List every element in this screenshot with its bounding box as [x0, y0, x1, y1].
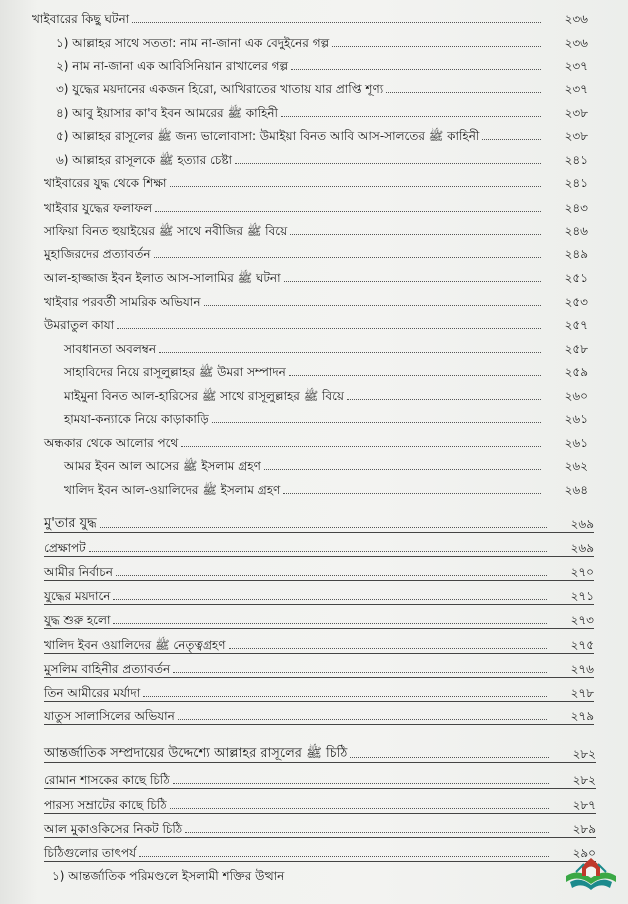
dot-leader — [204, 304, 542, 306]
toc-entry-title: খাইবারের যুদ্ধ থেকে শিক্ষা — [44, 176, 167, 190]
toc-entry-page-number: ২৩৮ — [564, 106, 588, 120]
toc-entry-title: মাইমুনা বিনত আল-হারিসের ﷺ সাথে রাসূলুল্লাহর ﷺ বিয়ে — [64, 389, 345, 403]
toc-entry — [64, 404, 588, 427]
toc-entry-page-number: ২৭০ — [570, 565, 594, 579]
toc-entry-page-number: ২৬৯ — [570, 517, 594, 531]
dot-leader — [291, 68, 541, 70]
toc-entry — [44, 765, 596, 788]
dot-leader — [212, 421, 541, 423]
toc-entry-page-number: ২৩৬ — [564, 36, 588, 50]
toc-entry-page-number: ২৭৬ — [570, 662, 594, 676]
dot-leader — [289, 374, 541, 376]
toc-entry-page-number: ২৮৭ — [572, 798, 596, 812]
dot-leader — [173, 782, 549, 784]
toc-entry-title: প্রেক্ষাপট — [44, 541, 86, 555]
toc-entry — [56, 121, 588, 144]
dot-leader — [170, 185, 541, 187]
toc-entry-title: ১) আন্তর্জাতিক পরিমণ্ডলে ইসলামী শক্তির উত্থান — [52, 869, 285, 883]
toc-entry-title: আমর ইবন আল আসের ﷺ ইসলাম গ্রহণ — [64, 459, 261, 473]
dot-leader — [113, 622, 547, 624]
toc-entry — [44, 654, 594, 677]
dot-leader — [332, 45, 541, 47]
dot-leader — [229, 647, 548, 649]
dot-leader — [154, 256, 541, 258]
dot-leader — [235, 162, 541, 164]
dot-leader — [155, 210, 541, 212]
toc-entry-title: খালিদ ইবন ওয়ালিদের ﷺ নেতৃত্বগ্রহণ — [44, 638, 226, 652]
toc-entry-page-number: ২৯০ — [572, 846, 596, 860]
toc-entry-title: চিঠিগুলোর তাৎপর্য — [44, 846, 137, 860]
dot-leader — [350, 756, 549, 758]
dot-leader — [113, 598, 547, 600]
toc-entry-page-number: ২৭১ — [570, 589, 594, 603]
dot-leader — [143, 695, 547, 697]
toc-entry-title: ৩) যুদ্ধের ময়দানের একজন হিরো, আখিরাতের খাতায় যার প্রাপ্তি শূণ্য — [56, 82, 384, 96]
toc-entry — [44, 630, 594, 653]
toc-entry — [44, 605, 594, 628]
toc-entry-page-number: ২৪১ — [564, 153, 588, 167]
toc-entry-page-number: ২৮২ — [572, 747, 596, 761]
toc-entry-page-number: ২৫৩ — [564, 295, 588, 309]
dot-leader — [178, 718, 547, 720]
toc-entry-title: রোমান শাসকের কাছে চিঠি — [44, 773, 170, 787]
toc-entry — [64, 334, 588, 357]
dot-leader — [482, 138, 541, 140]
toc-entry — [44, 287, 588, 310]
book-ribbon-logo-icon — [562, 852, 620, 896]
row-rule — [44, 788, 596, 789]
toc-entry — [52, 861, 536, 884]
dot-leader — [132, 21, 541, 23]
toc-entry-title: তিন আমীরের মর্যাদা — [44, 686, 141, 700]
toc-entry — [32, 4, 588, 27]
toc-entry-title: সাহাবিদের নিয়ে রাসূলুল্লাহর ﷺ উমরা সম্পাদন — [64, 365, 286, 379]
toc-entry — [44, 216, 588, 239]
toc-entry-title: খাইবার যুদ্ধের ফলাফল — [44, 201, 153, 215]
toc-entry-title: ৫) আল্লাহর রাসূলের ﷺ জন্য ভালোবাসা: উমাইয়া বিনত আবি আস-সালতের ﷺ কাহিনী — [56, 129, 480, 143]
toc-entry — [56, 98, 588, 121]
toc-entry-title: ৪) আবু ইয়াসার কা'ব ইবন আমরের ﷺ কাহিনী — [56, 106, 278, 120]
dot-leader — [290, 233, 541, 235]
dot-leader — [347, 398, 541, 400]
row-rule — [44, 628, 594, 629]
toc-entry — [44, 428, 588, 451]
dot-leader — [159, 351, 541, 353]
toc-entry-title: অন্ধকার থেকে আলোর পথে — [44, 436, 179, 450]
toc-entry-page-number: ২৩৭ — [564, 82, 588, 96]
toc-entry — [44, 239, 588, 262]
toc-entry-title: যুদ্ধের ময়দানে — [44, 589, 111, 603]
dot-leader — [100, 526, 547, 528]
toc-entry-page-number: ২৬১ — [564, 412, 588, 426]
dot-leader — [139, 855, 549, 857]
toc-entry-page-number: ২৭৯ — [570, 709, 594, 723]
toc-entry-page-number: ২৪৯ — [564, 247, 588, 261]
toc-entry-page-number: ২৮৯ — [572, 822, 596, 836]
row-rule — [44, 762, 596, 763]
toc-entry-title: সাফিয়া বিনত হুয়াইয়ের ﷺ সাথে নবীজির ﷺ বিয়ে — [44, 224, 288, 238]
toc-entry-title: খালিদ ইবন আল-ওয়ালিদের ﷺ ইসলাম গ্রহণ — [64, 483, 281, 497]
toc-entry-title: খাইবার পরবর্তী সামরিক অভিযান — [44, 295, 201, 309]
dot-leader — [116, 574, 547, 576]
toc-entry — [56, 145, 588, 168]
dot-leader — [89, 550, 547, 552]
toc-entry — [64, 451, 588, 474]
toc-entry-page-number: ২৬১ — [564, 436, 588, 450]
toc-entry-page-number: ২৩৬ — [564, 12, 588, 26]
toc-entry-title: ৬) আল্লাহর রাসূলকে ﷺ হত্যার চেষ্টা — [56, 153, 233, 167]
toc-entry — [44, 838, 596, 861]
toc-entry-title: মু'তার যুদ্ধ — [44, 516, 97, 531]
dot-leader — [173, 671, 547, 673]
dot-leader — [283, 492, 541, 494]
toc-entry — [44, 168, 588, 191]
dot-leader — [264, 468, 541, 470]
toc-entry-page-number: ২৪৩ — [564, 201, 588, 215]
toc-entry-page-number: ২৬২ — [564, 459, 588, 473]
toc-entry-title: ২) নাম না-জানা এক আবিসিনিয়ান রাখালের গল্প — [56, 59, 289, 73]
toc-entry — [44, 509, 594, 532]
dot-leader — [181, 445, 541, 447]
toc-entry-page-number: ২৫৮ — [564, 342, 588, 356]
toc-entry — [56, 51, 588, 74]
toc-entry-page-number: ২৪১ — [564, 176, 588, 190]
toc-entry — [44, 533, 594, 556]
dot-leader — [185, 831, 549, 833]
toc-entry-title: আল-হাজ্জাজ ইবন ইলাত আস-সালামির ﷺ ঘটনা — [44, 271, 281, 285]
toc-entry-title: ১) আল্লাহর সাথে সততা: নাম না-জানা এক বেদুইনের গল্প — [56, 36, 330, 50]
toc-entry-page-number: ২৪৬ — [564, 224, 588, 238]
toc-entry-page-number: ২৩৮ — [564, 129, 588, 143]
toc-entry — [44, 263, 588, 286]
toc-entry — [64, 381, 588, 404]
toc-entry-page-number: ২৬০ — [564, 389, 588, 403]
toc-entry-page-number: ২৮২ — [572, 773, 596, 787]
dot-leader — [170, 807, 549, 809]
toc-entry — [44, 581, 594, 604]
toc-entry — [44, 193, 588, 216]
toc-entry-page-number: ২৫১ — [564, 271, 588, 285]
toc-entry-title: আল মুকাওকিসের নিকট চিঠি — [44, 822, 183, 836]
toc-entry-title: আন্তর্জাতিক সম্প্রদায়ের উদ্দেশ্যে আল্লাহর রাসূলের ﷺ চিঠি — [44, 746, 348, 761]
dot-leader — [386, 91, 541, 93]
toc-entry — [44, 790, 596, 813]
toc-entry — [44, 557, 594, 580]
toc-entry-page-number: ২৭৩ — [570, 613, 594, 627]
toc-entry-page-number: ২৬৯ — [570, 541, 594, 555]
toc-entry — [44, 678, 594, 701]
toc-entry — [64, 475, 588, 498]
toc-entry — [56, 74, 588, 97]
toc-entry-page-number: ২৫৯ — [564, 365, 588, 379]
toc-entry-page-number: ২৭৫ — [570, 638, 594, 652]
toc-entry-title: যুদ্ধ শুরু হলো — [44, 613, 111, 627]
toc-entry-page-number: ২৩৭ — [564, 59, 588, 73]
toc-entry-title: মুসলিম বাহিনীর প্রত্যাবর্তন — [44, 662, 171, 676]
toc-entry-page-number: ২৫৭ — [564, 318, 588, 332]
toc-entry-title: খাইবারের কিছু ঘটনা — [32, 12, 130, 26]
toc-entry — [44, 739, 596, 762]
toc-entry-page-number: ২৬৪ — [564, 483, 588, 497]
toc-entry — [44, 310, 588, 333]
dot-leader — [284, 280, 541, 282]
toc-entry-title: হামযা-কন্যাকে নিয়ে কাড়াকাড়ি — [64, 412, 209, 426]
toc-entry — [64, 357, 588, 380]
toc-entry — [44, 701, 594, 724]
dot-leader — [281, 115, 541, 117]
toc-entry-title: আমীর নির্বাচন — [44, 565, 113, 579]
toc-entry — [56, 28, 588, 51]
toc-entry — [44, 814, 596, 837]
toc-entry-title: মুহাজিরদের প্রত্যাবর্তন — [44, 247, 151, 261]
toc-entry-title: যাতুস সালাসিলের অভিযান — [44, 709, 175, 723]
toc-entry-title: সাবধানতা অবলম্বন — [64, 342, 156, 356]
toc-entry-title: উমরাতুল কাযা — [44, 318, 115, 332]
dot-leader — [117, 327, 541, 329]
toc-entry-page-number: ২৭৮ — [570, 686, 594, 700]
toc-entry-title: পারস্য সম্রাটের কাছে চিঠি — [44, 798, 167, 812]
row-rule — [44, 724, 594, 725]
